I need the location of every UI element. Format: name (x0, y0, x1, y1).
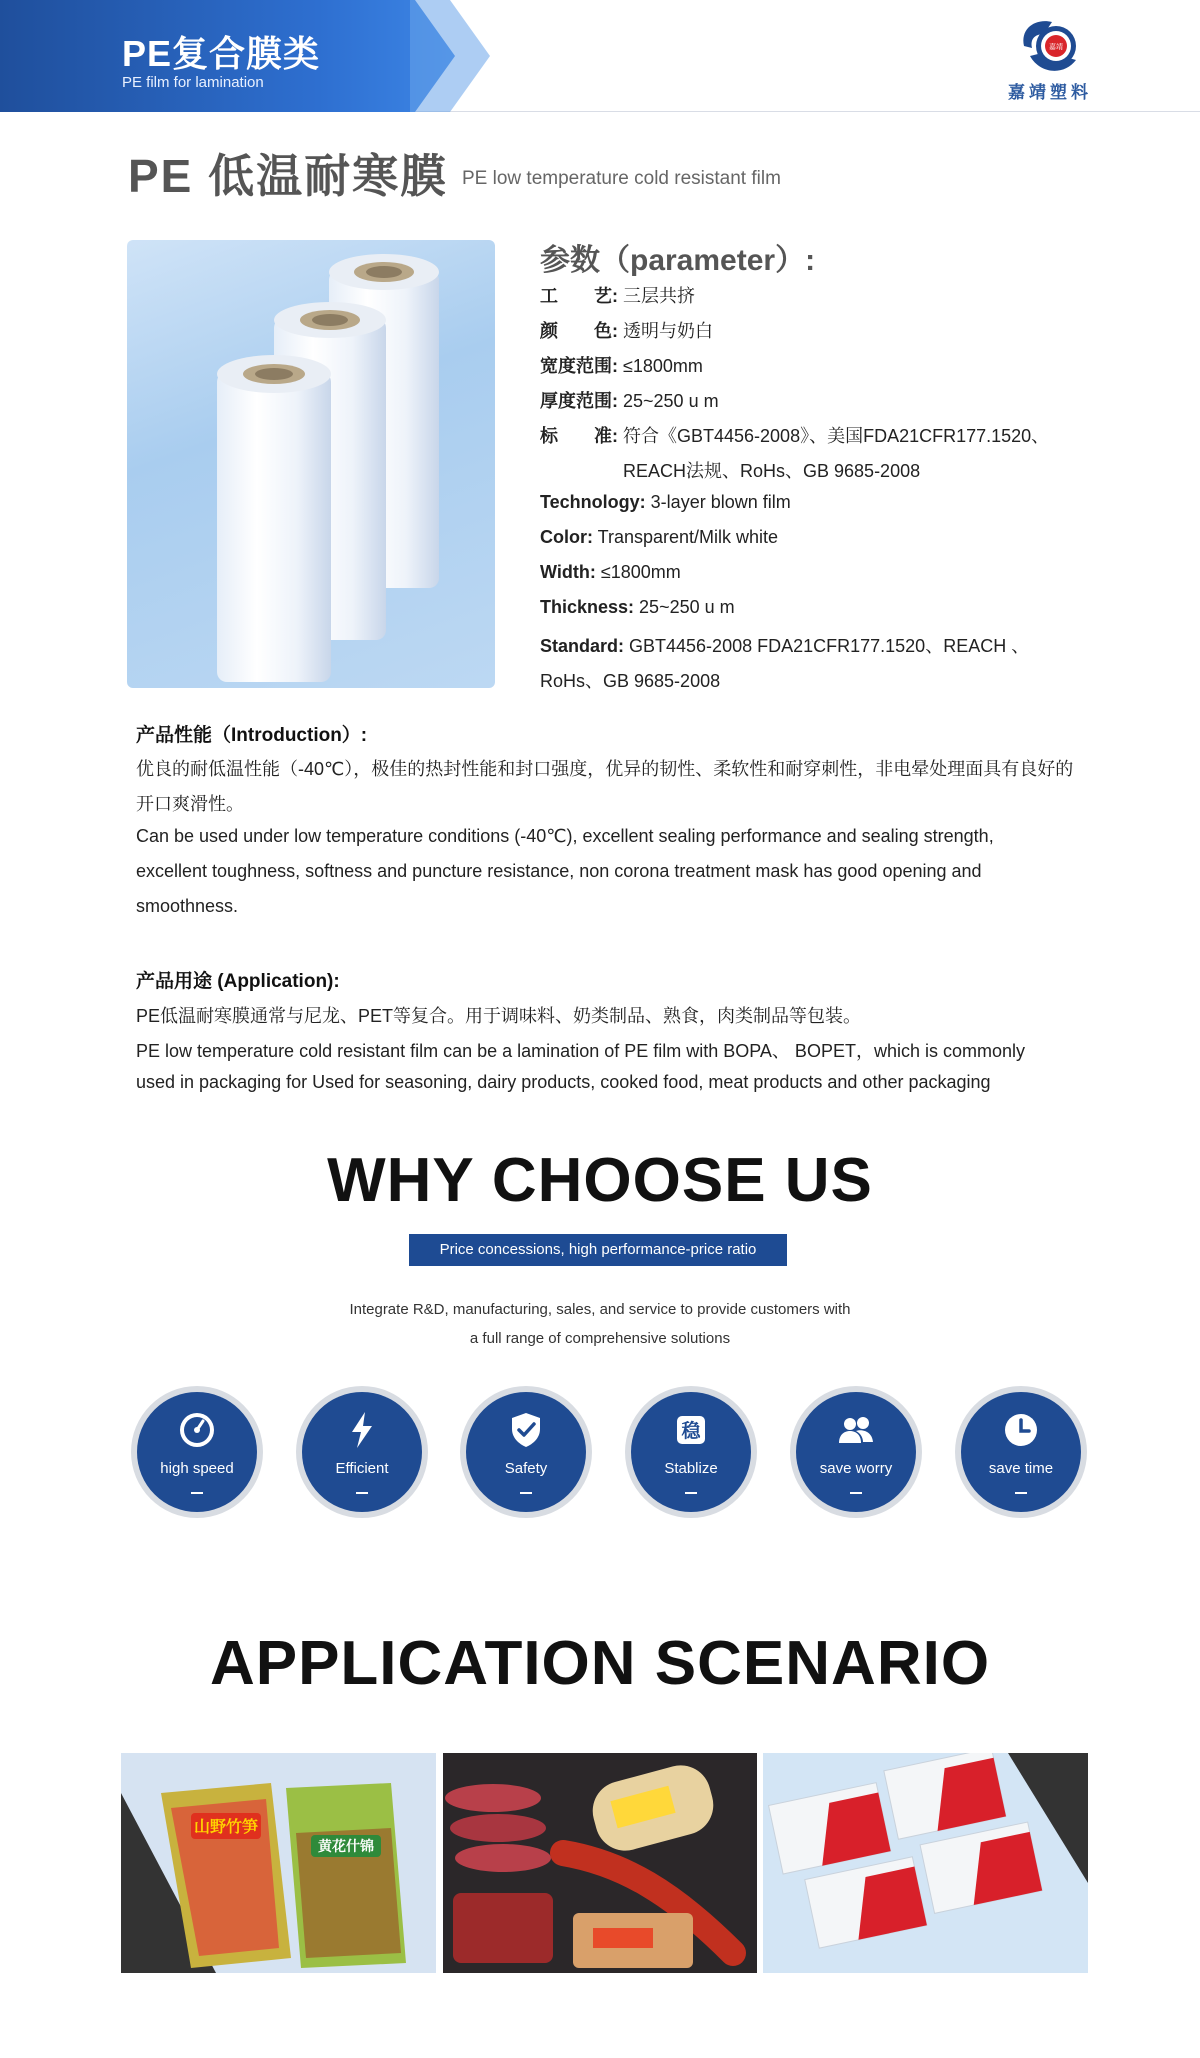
param-row: RoHs、GB 9685-2008 (540, 671, 721, 691)
param-row: 颜 色: 透明与奶白 (540, 321, 714, 341)
product-image (127, 240, 495, 688)
product-title: PE 低温耐寒膜 (128, 150, 449, 202)
people-icon (836, 1410, 876, 1450)
lightning-icon (342, 1410, 382, 1450)
header-banner (0, 0, 1200, 112)
feature-label: save time (988, 1460, 1054, 1477)
shield-icon (506, 1410, 546, 1450)
feature-dash (356, 1492, 368, 1494)
introduction-line: smoothness. (136, 896, 239, 916)
feature-label: Safety (504, 1460, 548, 1477)
logo-mark-icon (1016, 16, 1086, 78)
feature-dash (685, 1492, 697, 1494)
introduction-line: excellent toughness, softness and puncture resistance, non corona treatment mask has good opening and (136, 861, 982, 881)
application-line: PE低温耐寒膜通常与尼龙、PET等复合。用于调味料、奶类制品、熟食，肉类制品等包装。 (136, 1006, 862, 1026)
why-description-line: Integrate R&D, manufacturing, sales, and service to provide customers with (349, 1301, 851, 1318)
introduction-line: Can be used under low temperature conditions (-40℃), excellent sealing performance and sealing strength, (136, 826, 994, 846)
why-choose-us-title: WHY CHOOSE US (327, 1146, 873, 1215)
clock-icon (1001, 1410, 1041, 1450)
pack-label: 山野竹笋 (193, 1817, 259, 1836)
category-subtitle: PE film for lamination (122, 74, 264, 91)
film-rolls-illustration (127, 240, 495, 688)
feature-stablize (625, 1386, 757, 1518)
feature-label: Stablize (664, 1460, 718, 1477)
introduction-line: 开口爽滑性。 (136, 794, 244, 814)
param-row: 宽度范围: ≤1800mm (540, 356, 703, 376)
feature-efficient (296, 1386, 428, 1518)
why-description-line: a full range of comprehensive solutions (469, 1330, 731, 1347)
logo-text: 嘉靖塑料 (1008, 83, 1092, 102)
svg-text:稳: 稳 (681, 1420, 701, 1442)
param-row: Standard: GBT4456-2008 FDA21CFR177.1520、REACH 、 (540, 636, 1030, 656)
application-line: PE low temperature cold resistant film can be a lamination of PE film with BOPA、 BOPET，which is commonly (136, 1041, 1025, 1061)
feature-save-worry (790, 1386, 922, 1518)
stable-icon (671, 1410, 711, 1450)
param-row: 标 准: 符合《GBT4456-2008》、美国FDA21CFR177.1520、 (540, 426, 1050, 446)
introduction-heading: 产品性能（Introduction）: (136, 725, 368, 746)
feature-label: Efficient (335, 1460, 389, 1477)
param-row: Color: Transparent/Milk white (540, 527, 779, 547)
feature-dash (191, 1492, 203, 1494)
banner-accent-shape (410, 0, 490, 112)
param-row: 工 艺: 三层共挤 (540, 286, 696, 306)
product-title-en: PE low temperature cold resistant film (462, 168, 781, 189)
medical-packaging-image (763, 1753, 1088, 1973)
param-row: REACH法规、RoHs、GB 9685-2008 (623, 461, 921, 481)
param-row: Technology: 3-layer blown film (540, 492, 791, 512)
speedometer-icon (177, 1410, 217, 1450)
parameter-heading: 参数（parameter）: (540, 244, 816, 277)
introduction-line: 优良的耐低温性能（-40℃），极佳的热封性能和封口强度，优异的韧性、柔软性和耐穿刺性，非电晕处理面具有良好的 (136, 759, 1074, 779)
pack-label: 黄花什锦 (318, 1839, 374, 1855)
snack-packaging-image (121, 1753, 436, 1973)
param-row: Thickness: 25~250 u m (540, 597, 735, 617)
feature-dash (520, 1492, 532, 1494)
logo-badge: 嘉靖 (1049, 43, 1063, 51)
param-row: Width: ≤1800mm (540, 562, 681, 582)
feature-label: high speed (160, 1460, 234, 1477)
feature-dash (1015, 1492, 1027, 1494)
application-line: used in packaging for Used for seasoning, dairy products, cooked food, meat products and other packaging (136, 1072, 991, 1092)
category-title: PE复合膜类 (122, 33, 321, 74)
feature-high-speed (131, 1386, 263, 1518)
application-heading: 产品用途 (Application): (136, 971, 340, 992)
feature-dash (850, 1492, 862, 1494)
meat-packaging-image (443, 1753, 757, 1973)
feature-safety (460, 1386, 592, 1518)
application-scenario-title: APPLICATION SCENARIO (209, 1629, 991, 1698)
feature-label: save worry (819, 1460, 893, 1477)
why-pill-label: Price concessions, high performance-price ratio (409, 1234, 787, 1266)
feature-save-time (955, 1386, 1087, 1518)
company-logo (1000, 14, 1100, 104)
param-row: 厚度范围: 25~250 u m (540, 391, 719, 411)
